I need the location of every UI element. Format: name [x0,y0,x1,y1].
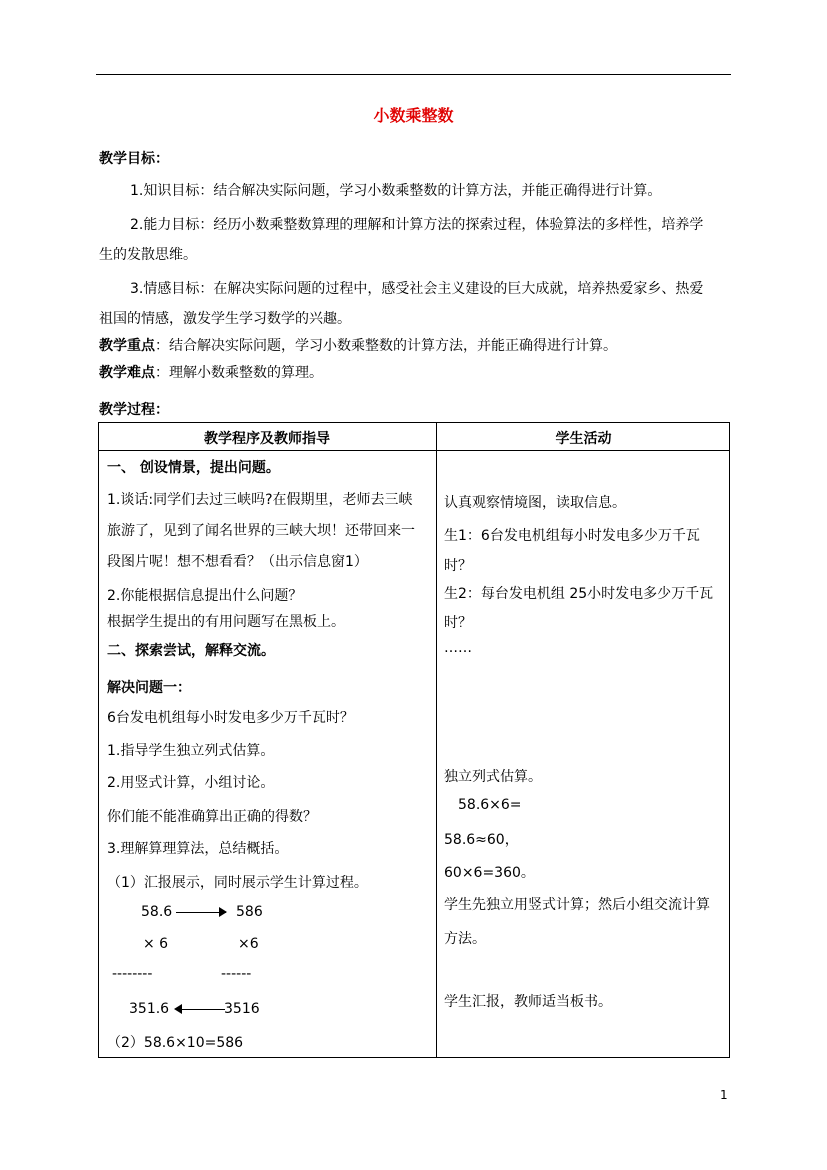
teacher-line: 6台发电机组每小时发电多少万千瓦时？ [107,710,354,726]
page-number: 1 [720,1088,728,1102]
arrow-right-head-icon [219,907,227,917]
objective-2-cont: 生的发散思维。 [99,247,197,263]
page-title: 小数乘整数 [373,106,454,125]
student-line: 58.6×6= [458,797,522,813]
objective-3: 3.情感目标：在解决实际问题的过程中，感受社会主义建设的巨大成就，培养热爱家乡、热爱 [130,281,704,297]
objective-3-cont: 祖国的情感，激发学生学习数学的兴趣。 [99,311,351,327]
section-1-heading: 一、 创设情景，提出问题。 [107,460,280,476]
table-header-divider [98,450,730,451]
calc-value: 3516 [224,1001,260,1017]
student-line: 生2：每台发电机组 25小时发电多少万千瓦 [444,586,714,602]
teacher-line: 1.谈话:同学们去过三峡吗?在假期里，老师去三峡 [107,492,413,508]
key-point-label: 教学重点 [99,338,155,354]
student-line: 学生汇报，教师适当板书。 [444,994,612,1010]
table-column-divider [436,422,437,1058]
difficulty [99,362,323,382]
objectives-heading: 教学目标： [99,151,169,167]
teacher-line: 2.用竖式计算，小组讨论。 [107,775,275,791]
teacher-line: 3.理解算理算法，总结概括。 [107,841,289,857]
objective-1: 1.知识目标：结合解决实际问题，学习小数乘整数的计算方法，并能正确得进行计算。 [130,183,662,199]
teacher-line: 你们能不能准确算出正确的得数？ [107,809,317,825]
key-point-text: ：结合解决实际问题，学习小数乘整数的计算方法，并能正确得进行计算。 [155,338,617,354]
calc-value: 351.6 [129,1001,170,1017]
student-line: 生1：6台发电机组每小时发电多少万千瓦 [444,528,700,544]
process-heading: 教学过程： [99,402,169,418]
table-header-student: 学生活动 [555,431,612,447]
calc-value: 586 [236,904,263,920]
teacher-line: 旅游了，见到了闻名世界的三峡大坝！还带回来一 [107,523,415,539]
teacher-line: （2）58.6×10=586 [107,1035,244,1051]
arrow-left-icon [181,1009,225,1010]
student-line: 学生先独立用竖式计算；然后小组交流计算 [444,897,710,913]
student-line: 认真观察情境图，读取信息。 [444,495,626,511]
section-2-heading: 二、探索尝试，解释交流。 [107,643,275,659]
difficulty-label: 教学难点 [99,365,155,381]
table-header-teacher: 教学程序及教师指导 [204,431,330,447]
student-line: 时？ [444,558,472,574]
student-line: …… [444,640,472,656]
calc-value: ×6 [238,936,259,952]
teacher-line: （1）汇报展示，同时展示学生计算过程。 [107,875,368,891]
student-line: 方法。 [444,931,486,947]
student-line: 时？ [444,615,472,631]
key-point [99,335,617,355]
difficulty-text: ：理解小数乘整数的算理。 [155,365,323,381]
calc-rule: -------- [112,966,153,982]
teacher-line: 段图片呢！想不想看看？（出示信息窗1） [107,554,368,570]
teacher-line: 1.指导学生独立列式估算。 [107,743,275,759]
calc-value: × 6 [143,936,169,952]
calc-value: 58.6 [141,904,173,920]
header-rule [96,74,731,75]
student-line: 58.6≈60， [444,832,519,848]
problem-1-heading: 解决问题一： [107,680,191,696]
student-line: 独立列式估算。 [444,769,542,785]
calc-rule: ------ [221,966,252,982]
objective-2: 2.能力目标：经历小数乘整数算理的理解和计算方法的探索过程，体验算法的多样性，培养学 [130,217,704,233]
teacher-line: 2.你能根据信息提出什么问题？ [107,588,303,604]
teacher-line: 根据学生提出的有用问题写在黑板上。 [107,614,345,630]
student-line: 60×6=360。 [444,865,535,881]
